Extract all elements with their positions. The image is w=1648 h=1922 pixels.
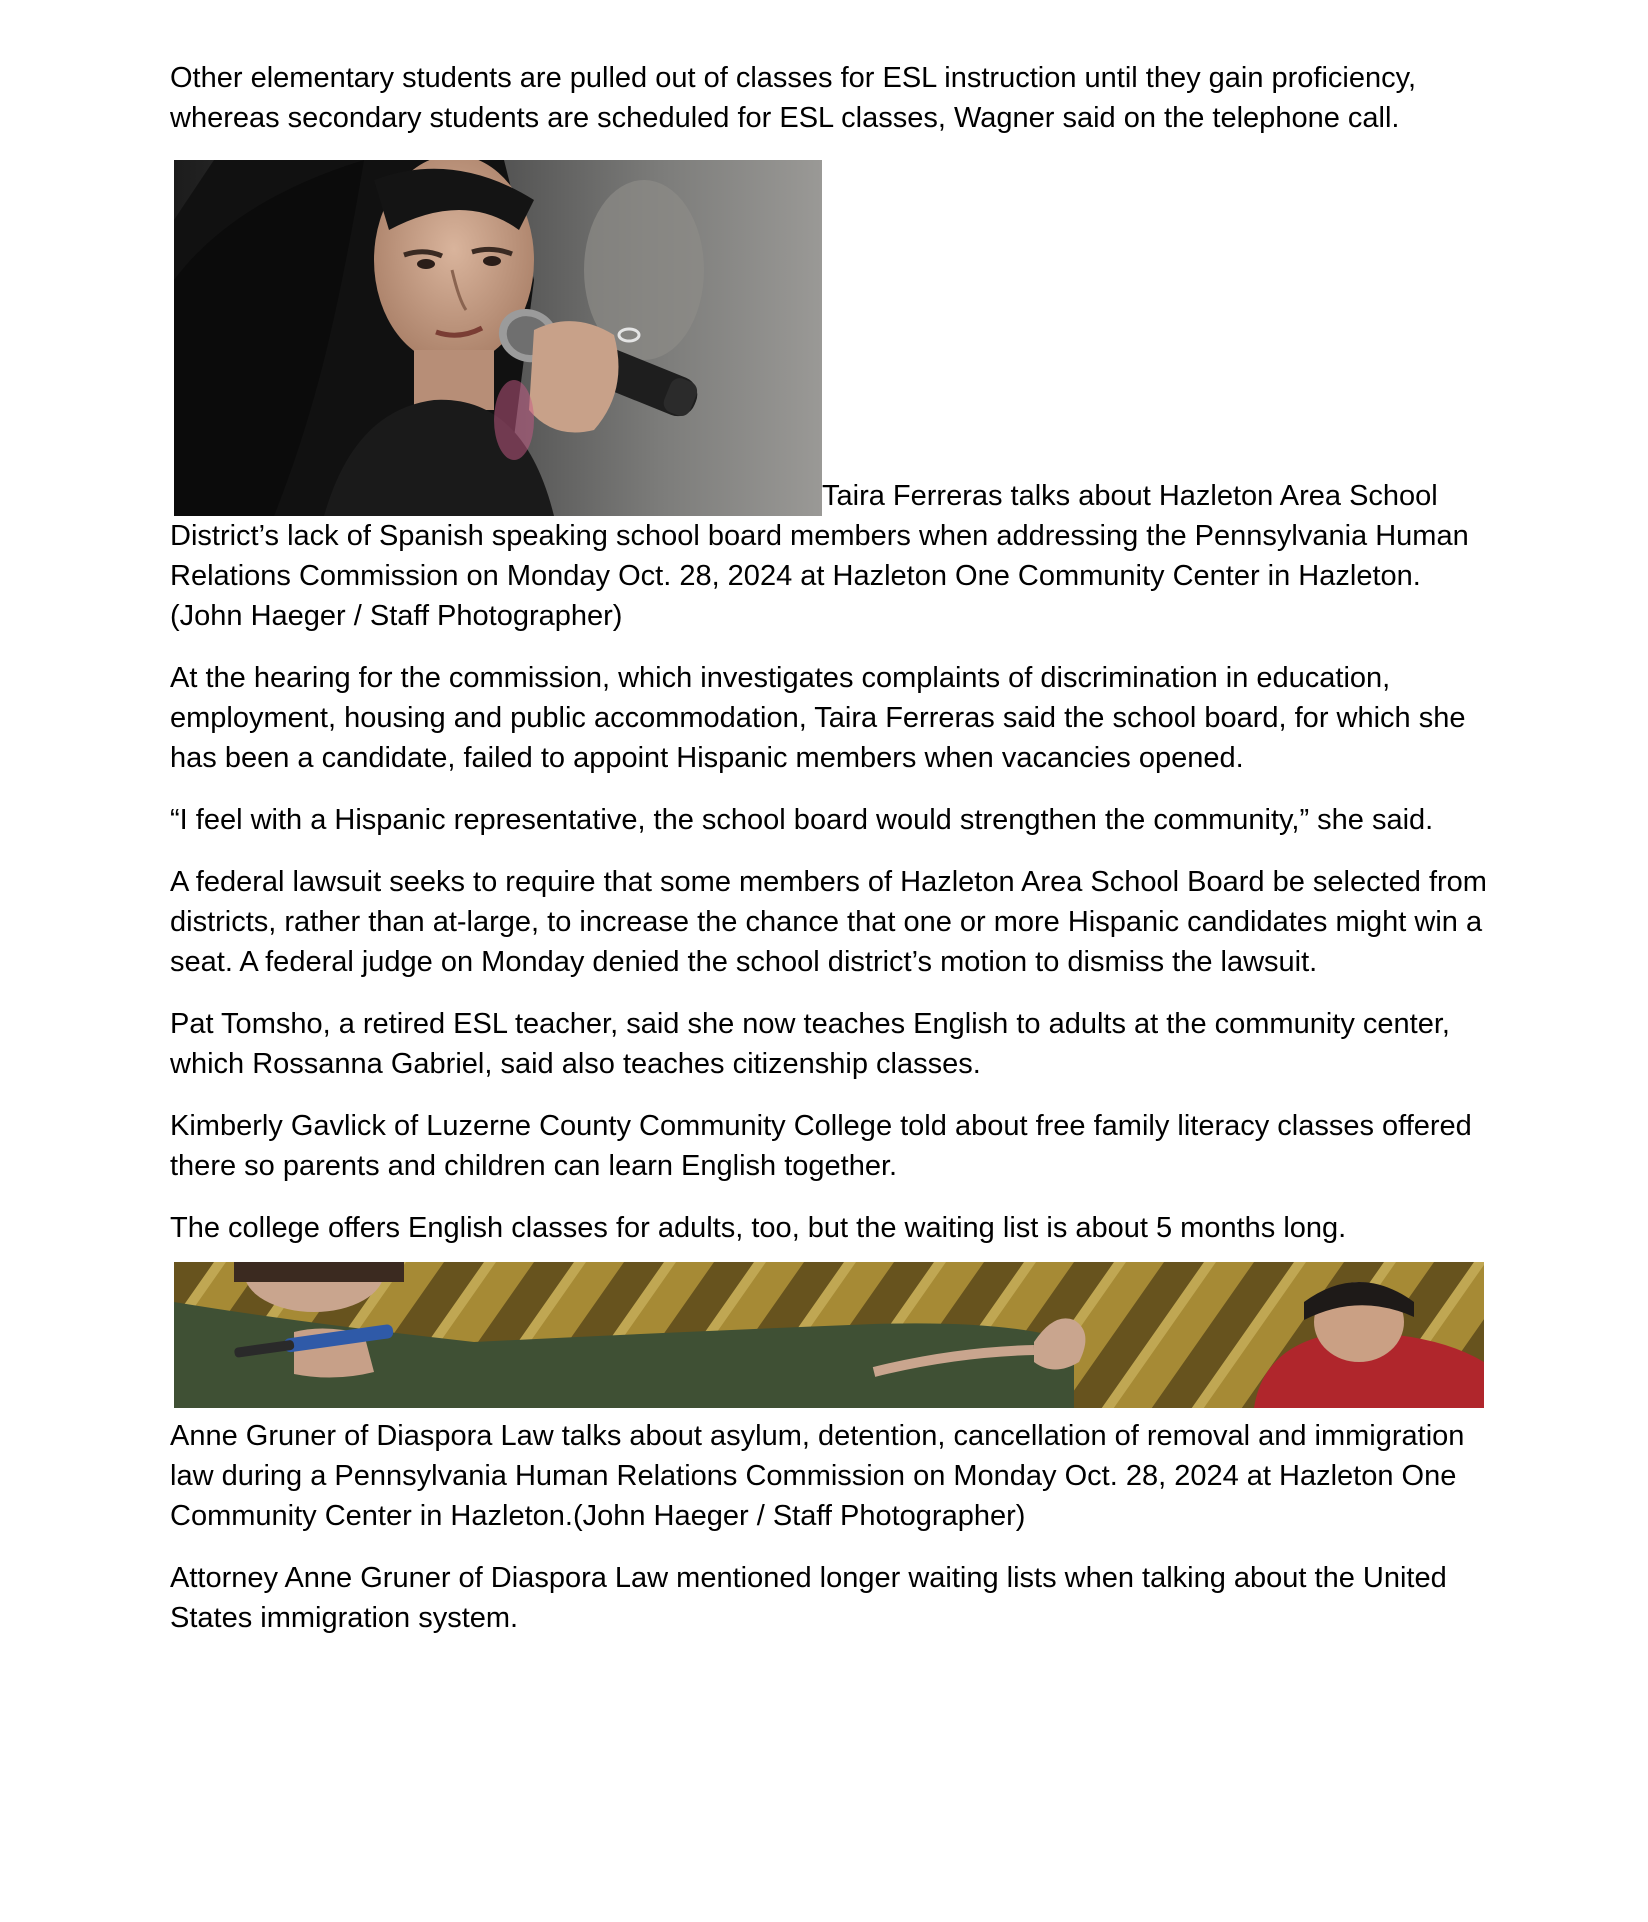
paragraph: Other elementary students are pulled out of classes for ESL instruction until they gain proficiency, whereas secondary students are scheduled for ESL classes, Wagner said on the telephone call. xyxy=(170,62,1417,134)
paragraph: The college offers English classes for adults, too, but the waiting list is about 5 months long. xyxy=(170,1212,1347,1244)
photo-with-caption xyxy=(170,160,1490,636)
paragraph: Pat Tomsho, a retired ESL teacher, said she now teaches English to adults at the community center, which Rossanna Gabriel, said also teaches citizenship classes. xyxy=(170,1008,1450,1080)
article-body xyxy=(170,58,1490,1660)
article-photo-taira-ferreras xyxy=(174,160,822,516)
photo-caption: Anne Gruner of Diaspora Law talks about asylum, detention, cancellation of removal and immigration law during a Pennsylvania Human Relations Commission on Monday Oct. 28, 2024 at Hazleton One Community Center in Hazleton.(John Haeger / Staff Photographer) xyxy=(170,1420,1465,1532)
paragraph: “I feel with a Hispanic representative, the school board would strengthen the community,” she said. xyxy=(170,804,1434,836)
photo-caption: Taira Ferreras talks about Hazleton Area School District’s lack of Spanish speaking school board members when addressing the Pennsylvania Human Relations Commission on Monday Oct. 28, 2024 at Hazleton One Community Center in Hazleton.(John Haeger / Staff Photographer) xyxy=(170,480,1469,632)
paragraph: At the hearing for the commission, which investigates complaints of discrimination in education, employment, housing and public accommodation, Taira Ferreras said the school board, for which she has been a candidate, failed to appoint Hispanic members when vacancies opened. xyxy=(170,662,1466,774)
paragraph: Kimberly Gavlick of Luzerne County Community College told about free family literacy classes offered there so parents and children can learn English together. xyxy=(170,1110,1472,1182)
article-photo-anne-gruner xyxy=(174,1262,1484,1408)
paragraph: Attorney Anne Gruner of Diaspora Law mentioned longer waiting lists when talking about the United States immigration system. xyxy=(170,1562,1447,1634)
paragraph: A federal lawsuit seeks to require that some members of Hazleton Area School Board be selected from districts, rather than at-large, to increase the chance that one or more Hispanic candidates might win a seat. A federal judge on Monday denied the school district’s motion to dismiss the lawsuit. xyxy=(170,866,1487,978)
